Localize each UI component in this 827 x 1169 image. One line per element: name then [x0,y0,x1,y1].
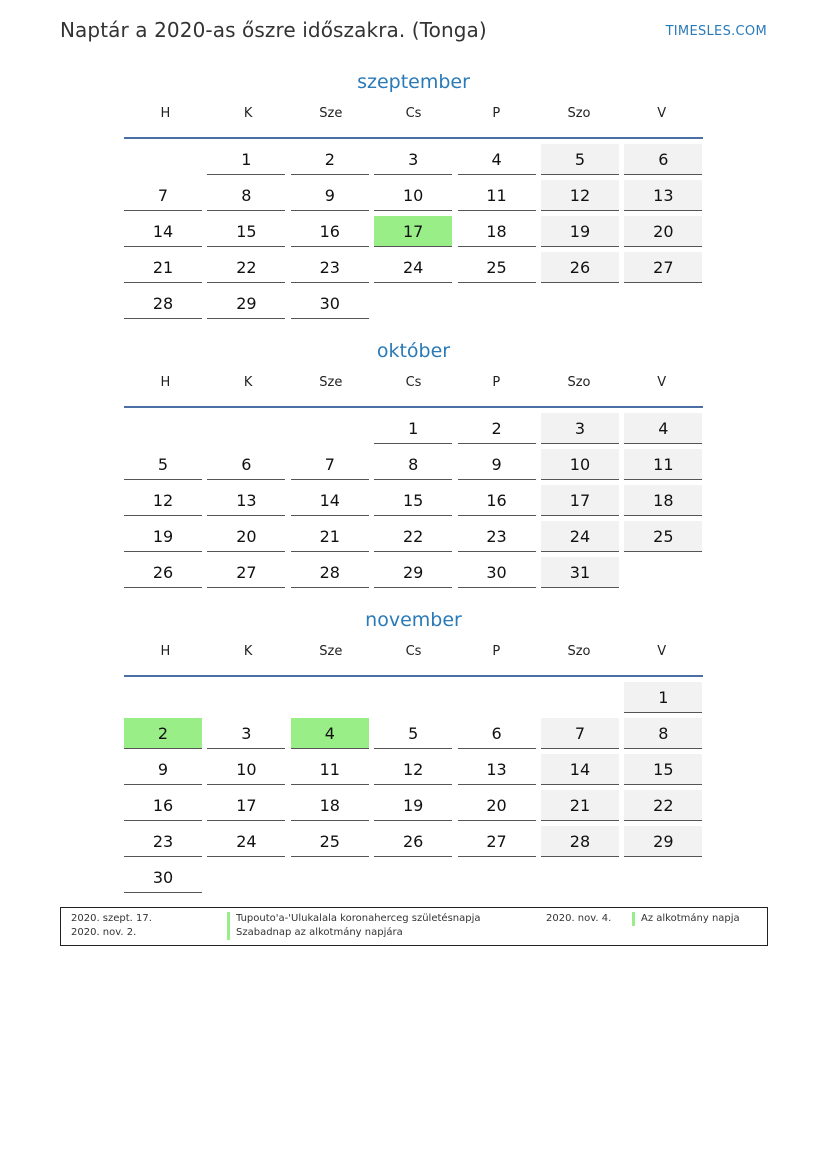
day-cell: 27 [624,252,702,283]
day-cell: 17 [541,485,619,516]
week-row [124,790,703,826]
legend-holiday-name: Szabadnap az alkotmány napjára [227,926,403,940]
empty-day-cell [291,413,369,443]
day-cell: 9 [124,754,202,785]
day-cell: 19 [124,521,202,552]
day-cell: 18 [624,485,702,516]
weekday-label: P [492,375,501,390]
day-cell: 22 [374,521,452,552]
day-cell: 20 [207,521,285,552]
weekday-header [124,366,703,408]
day-cell: 27 [207,557,285,588]
empty-day-cell [541,862,619,892]
day-cell: 19 [374,790,452,821]
day-cell: 6 [207,449,285,480]
empty-day-cell [207,413,285,443]
day-cell: 7 [291,449,369,480]
day-cell: 15 [374,485,452,516]
day-cell: 22 [207,252,285,283]
day-cell: 3 [374,144,452,175]
weekday-header [124,635,703,677]
week-row [124,216,703,252]
day-cell: 14 [541,754,619,785]
day-cell: 24 [207,826,285,857]
day-cell: 13 [458,754,536,785]
day-cell: 15 [624,754,702,785]
empty-day-cell [458,682,536,712]
day-cell: 20 [624,216,702,247]
day-cell: 8 [207,180,285,211]
day-cell: 29 [374,557,452,588]
day-cell: 30 [124,862,202,893]
day-cell: 7 [541,718,619,749]
day-cell: 28 [541,826,619,857]
day-cell: 5 [541,144,619,175]
week-row [124,521,703,557]
day-cell: 26 [124,557,202,588]
day-cell: 10 [207,754,285,785]
week-row [124,718,703,754]
month-name: október [376,340,451,362]
holiday-legend [60,907,768,946]
day-cell: 5 [124,449,202,480]
week-row [124,252,703,288]
legend-date: 2020. nov. 4. [546,913,612,924]
day-cell: 18 [458,216,536,247]
site-link[interactable]: TIMESLES.COM [665,24,767,39]
weeks [124,408,703,593]
day-cell: 16 [124,790,202,821]
legend-date: 2020. szept. 17. [71,913,152,924]
day-cell: 20 [458,790,536,821]
day-cell: 13 [207,485,285,516]
day-cell: 23 [291,252,369,283]
weekday-label: Sze [319,106,343,121]
week-row [124,180,703,216]
weekday-label: H [160,644,171,659]
month-calendar [124,67,703,324]
day-cell: 19 [541,216,619,247]
holiday-day-cell: 2 [124,718,202,749]
week-row [124,754,703,790]
weeks [124,677,703,898]
day-cell: 13 [624,180,702,211]
empty-day-cell [624,557,702,587]
day-cell: 11 [458,180,536,211]
week-row [124,557,703,593]
weekday-label: Cs [405,375,422,390]
week-row [124,682,703,718]
week-row [124,413,703,449]
weekday-label: Cs [405,106,422,121]
day-cell: 23 [124,826,202,857]
week-row [124,449,703,485]
day-cell: 24 [374,252,452,283]
day-cell: 8 [374,449,452,480]
day-cell: 1 [624,682,702,713]
day-cell: 11 [291,754,369,785]
legend-row [61,926,767,940]
week-row [124,288,703,324]
weeks [124,139,703,324]
day-cell: 11 [624,449,702,480]
day-cell: 10 [374,180,452,211]
day-cell: 7 [124,180,202,211]
day-cell: 10 [541,449,619,480]
legend-holiday-name: Az alkotmány napja [632,912,740,926]
weekday-label: P [492,644,501,659]
weekday-label: Sze [319,375,343,390]
day-cell: 4 [624,413,702,444]
week-row [124,485,703,521]
day-cell: 14 [291,485,369,516]
weekday-label: H [160,375,171,390]
day-cell: 12 [541,180,619,211]
empty-day-cell [291,862,369,892]
month-name: november [365,609,462,631]
legend-row [61,912,767,926]
weekday-label: Szo [567,644,591,659]
day-cell: 26 [374,826,452,857]
day-cell: 2 [458,413,536,444]
day-cell: 14 [124,216,202,247]
legend-holiday-name: Tupouto'a-'Ulukalala koronaherceg születésnapja [227,912,481,926]
empty-day-cell [124,144,202,174]
weekday-label: K [243,106,253,121]
day-cell: 23 [458,521,536,552]
day-cell: 9 [458,449,536,480]
empty-day-cell [207,682,285,712]
empty-day-cell [624,288,702,318]
day-cell: 4 [458,144,536,175]
day-cell: 21 [541,790,619,821]
weekday-label: K [243,644,253,659]
day-cell: 1 [207,144,285,175]
weekday-label: Szo [567,375,591,390]
day-cell: 31 [541,557,619,588]
empty-day-cell [207,862,285,892]
weekday-label: Sze [319,644,343,659]
month-calendar [124,336,703,593]
day-cell: 25 [624,521,702,552]
weekday-label: V [657,644,667,659]
month-calendar [124,605,703,898]
week-row [124,862,703,898]
day-cell: 30 [291,288,369,319]
day-cell: 28 [124,288,202,319]
empty-day-cell [374,288,452,318]
day-cell: 29 [624,826,702,857]
weekday-header [124,97,703,139]
day-cell: 29 [207,288,285,319]
month-name: szeptember [357,71,470,93]
day-cell: 18 [291,790,369,821]
day-cell: 25 [291,826,369,857]
day-cell: 28 [291,557,369,588]
empty-day-cell [124,682,202,712]
day-cell: 22 [624,790,702,821]
day-cell: 12 [124,485,202,516]
day-cell: 24 [541,521,619,552]
day-cell: 30 [458,557,536,588]
empty-day-cell [374,862,452,892]
legend-date: 2020. nov. 2. [71,927,137,938]
day-cell: 2 [291,144,369,175]
day-cell: 15 [207,216,285,247]
empty-day-cell [124,413,202,443]
day-cell: 25 [458,252,536,283]
weekday-label: K [243,375,253,390]
weekday-label: P [492,106,501,121]
weekday-label: H [160,106,171,121]
empty-day-cell [458,862,536,892]
day-cell: 6 [458,718,536,749]
weekday-label: Cs [405,644,422,659]
day-cell: 3 [207,718,285,749]
week-row [124,826,703,862]
empty-day-cell [624,862,702,892]
day-cell: 1 [374,413,452,444]
empty-day-cell [374,682,452,712]
holiday-day-cell: 4 [291,718,369,749]
holiday-day-cell: 17 [374,216,452,247]
weekday-label: V [657,375,667,390]
weekday-label: V [657,106,667,121]
day-cell: 12 [374,754,452,785]
day-cell: 27 [458,826,536,857]
day-cell: 21 [124,252,202,283]
day-cell: 8 [624,718,702,749]
day-cell: 26 [541,252,619,283]
day-cell: 5 [374,718,452,749]
day-cell: 3 [541,413,619,444]
empty-day-cell [458,288,536,318]
page-title: Naptár a 2020-as őszre időszakra. (Tonga) [60,18,487,42]
weekday-label: Szo [567,106,591,121]
day-cell: 17 [207,790,285,821]
day-cell: 16 [458,485,536,516]
day-cell: 6 [624,144,702,175]
empty-day-cell [541,288,619,318]
day-cell: 9 [291,180,369,211]
week-row [124,144,703,180]
empty-day-cell [541,682,619,712]
empty-day-cell [291,682,369,712]
day-cell: 21 [291,521,369,552]
day-cell: 16 [291,216,369,247]
